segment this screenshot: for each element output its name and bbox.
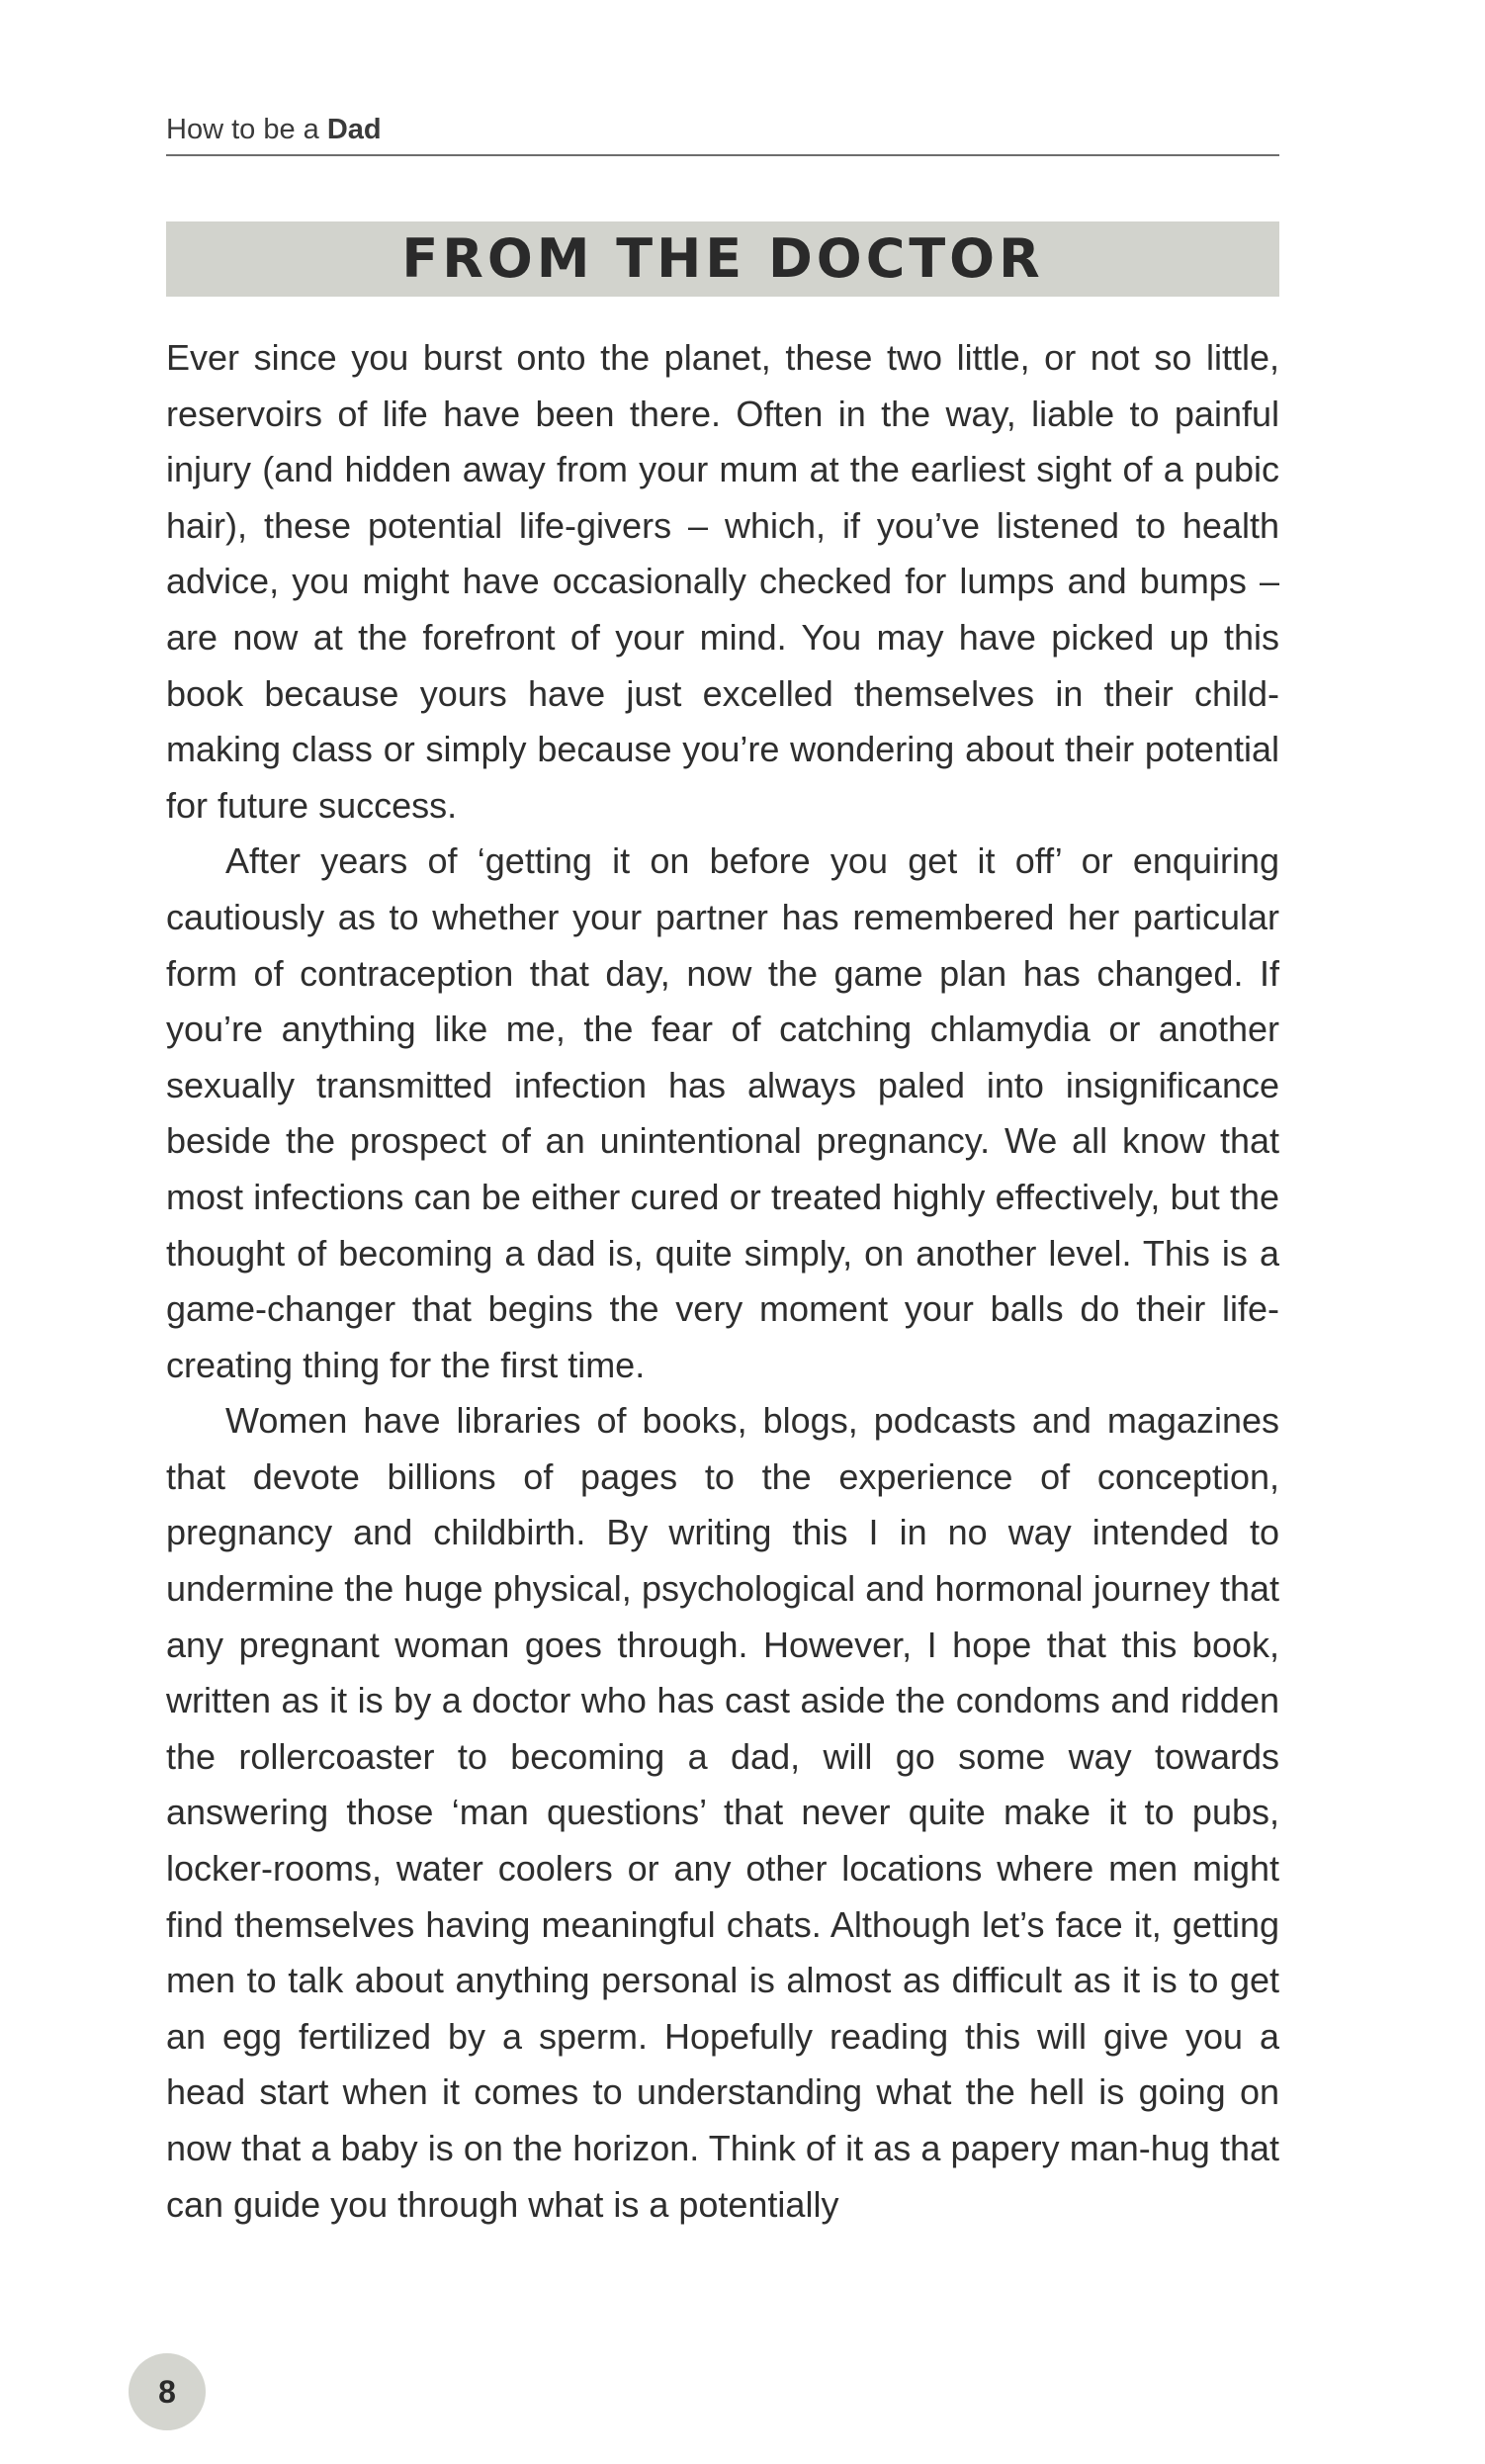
page-number: 8 [129, 2353, 206, 2430]
header-title-prefix: How to be a [166, 114, 327, 145]
section-title: FROM THE DOCTOR [401, 227, 1044, 290]
body-text [166, 330, 1279, 2233]
paragraph-3: Women have libraries of books, blogs, podcasts and magazines that devote billions of pages to the experience of conception, pregnancy and childbirth. By writing this I in no way intended to undermine the huge physical, psychological and hormonal journey that any pregnant woman goes through. However, I hope that this book, written as it is by a doctor who has cast aside the condoms and ridden the rollercoaster to becoming a dad, will go some way towards answering those ‘man questions’ that never quite make it to pubs, locker-rooms, water coolers or any other locations where men might find themselves having meaningful chats. Although let’s face it, getting men to talk about anything personal is almost as difficult as it is to get an egg fertilized by a sperm. Hopefully reading this will give you a head start when it comes to understanding what the hell is going on now that a baby is on the horizon. Think of it as a papery man-hug that can guide you through what is a potentially [166, 1400, 1279, 2225]
section-banner [166, 221, 1279, 297]
header-title-bold: Dad [326, 114, 382, 145]
running-header [166, 111, 1279, 156]
paragraph-2: After years of ‘getting it on before you get it off’ or enquiring cautiously as to whether your partner has remembered her particular form of contraception that day, now the game plan has changed. If you’re anything like me, the fear of catching chlamydia or another sexually transmitted infection has always paled into insignificance beside the prospect of an unintentional pregnancy. We all know that most infections can be either cured or treated highly effectively, but the thought of becoming a dad is, quite simply, on another level. This is a game-changer that begins the very moment your balls do their life-creating thing for the first time. [166, 840, 1279, 1385]
paragraph-1: Ever since you burst onto the planet, these two little, or not so little, reservoirs of life have been there. Often in the way, liable to painful injury (and hidden away from your mum at the earliest sight of a pubic hair), these potential life-givers – which, if you’ve listened to health advice, you might have occasionally checked for lumps and bumps – are now at the forefront of your mind. You may have picked up this book because yours have just excelled themselves in their child-making class or simply because you’re wondering about their potential for future success. [166, 337, 1279, 826]
running-header-title [166, 113, 382, 146]
